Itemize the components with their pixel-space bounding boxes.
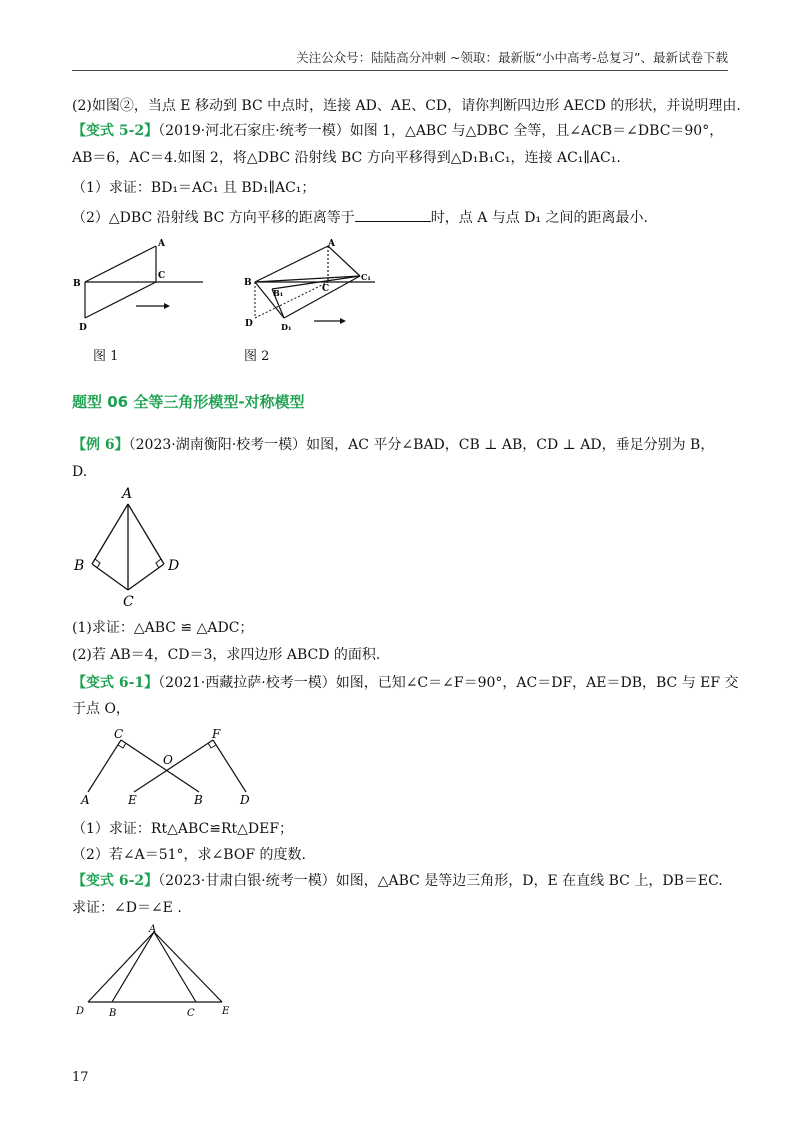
label-a: A [122, 486, 133, 502]
question-2-text: (2)如图②，当点 E 移动到 BC 中点时，连接 AD、AE、CD，请你判断四边形 AECD 的形状，并说明理由. [72, 98, 741, 114]
page-header: 关注公众号：陆陆高分冲刺 ~领取：最新版“小中高考-总复习”、最新试卷下载 [296, 50, 728, 65]
figure-1 [70, 236, 210, 340]
label-d: D [79, 323, 87, 333]
label-c: C [322, 284, 330, 294]
label-c: C [158, 271, 166, 281]
example-6-line-2: D. [72, 464, 88, 480]
label-a: A [158, 239, 165, 249]
label-b: B [74, 558, 85, 574]
label-c1: C₁ [361, 272, 371, 282]
header-divider [72, 70, 728, 71]
variant-text: （2023·甘肃白银·统考一模）如图，△ABC 是等边三角形，D，E 在直线 BC 上，DB＝EC. [158, 873, 723, 889]
label-b: B [194, 793, 203, 807]
variant-6-1-part-2: （2）若∠A＝51°，求∠BOF 的度数. [72, 847, 306, 863]
variant-5-2-part-1: （1）求证：BD₁＝AC₁ 且 BD₁∥AC₁； [72, 180, 316, 196]
example-text: （2023·湖南衡阳·校考一模）如图，AC 平分∠BAD，CB ⊥ AB，CD ⊥ AD，垂足分别为 B， [128, 437, 715, 453]
label-a: A [81, 793, 90, 807]
variant-5-2-line-2: AB＝6，AC＝4.如图 2，将△DBC 沿射线 BC 方向平移得到△D₁B₁C₁，连接 AC₁∥AC₁. [72, 150, 621, 166]
label-c: C [123, 594, 134, 610]
label-d: D [245, 319, 253, 329]
label-b: B [73, 279, 81, 289]
label-d: D [168, 558, 180, 574]
label-a: A [149, 924, 157, 935]
label-c: C [114, 727, 124, 741]
variant-text: （2021·西藏拉萨·校考一模）如图，已知∠C＝∠F＝90°，AC＝DF，AE＝DB，BC 与 EF 交 [158, 675, 739, 691]
label-b: B [244, 278, 252, 288]
figure-2 [240, 236, 380, 340]
label-o: O [163, 753, 173, 767]
variant-tag: 【变式 6-1】 [72, 675, 159, 691]
variant-6-1-line-1 [72, 673, 739, 693]
variant-6-1-part-1: （1）求证：Rt△ABC≌Rt△DEF； [72, 821, 294, 837]
label-a: A [328, 239, 335, 249]
part-2-prefix: （2）△DBC 沿射线 BC 方向平移的距离等于 [72, 210, 355, 226]
variant-6-2-line-1 [72, 871, 723, 891]
section-title: 题型 06 全等三角形模型-对称模型 [72, 393, 305, 411]
label-b: B [109, 1008, 117, 1019]
example-6-line-1 [72, 435, 714, 455]
answer-blank [355, 207, 431, 222]
label-d: D [240, 793, 250, 807]
variant-tag: 【变式 6-2】 [72, 873, 159, 889]
example-6-part-1: (1)求证：△ABC ≌ △ADC； [72, 620, 254, 636]
variant-text: （2019·河北石家庄·统考一模）如图 1，△ABC 与△DBC 全等，且∠ACB＝∠DBC＝90°， [158, 123, 724, 139]
variant-5-2-line-1 [72, 121, 723, 141]
part-2-suffix: 时，点 A 与点 D₁ 之间的距离最小. [430, 210, 648, 226]
example-6-part-2: (2)若 AB＝4，CD＝3，求四边形 ABCD 的面积. [72, 647, 381, 663]
variant-6-1-line-2: 于点 O， [72, 701, 130, 717]
variant-5-2-part-2 [72, 207, 648, 228]
label-f: F [212, 727, 221, 741]
label-e: E [222, 1006, 230, 1017]
label-e: E [128, 793, 137, 807]
figure-variant-6-1 [76, 724, 266, 818]
label-d: D [76, 1006, 85, 1017]
figure-1-caption: 图 1 [93, 349, 119, 364]
label-d1: D₁ [281, 322, 292, 332]
example-tag: 【例 6】 [72, 437, 129, 453]
page-number: 17 [72, 1070, 89, 1085]
figure-example-6 [72, 484, 192, 618]
figure-2-caption: 图 2 [244, 349, 270, 364]
label-c: C [187, 1008, 195, 1019]
label-b1: B₁ [273, 288, 284, 298]
variant-6-2-line-2: 求证：∠D＝∠E . [72, 900, 182, 916]
variant-tag: 【变式 5-2】 [72, 123, 159, 139]
figure-variant-6-2 [72, 922, 242, 1026]
